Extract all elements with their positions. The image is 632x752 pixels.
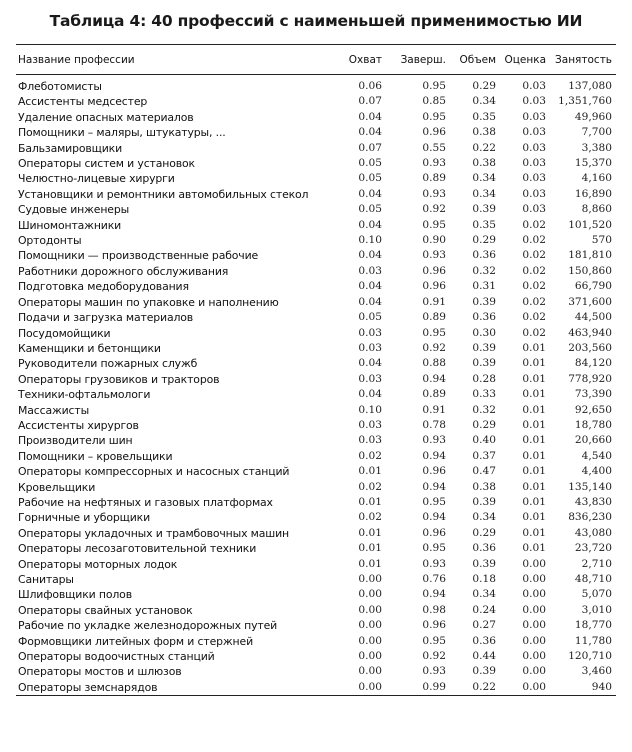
score-value: 0.02 [522,249,546,262]
scope-value: 0.28 [472,372,496,385]
table-body [16,75,616,696]
completion-value: 0.85 [422,95,446,108]
header-profession: Название профессии [16,45,334,75]
completion-value: 0.93 [422,557,446,570]
table-row [16,110,616,125]
coverage-value: 0.04 [358,388,382,401]
scope-value: 0.35 [472,110,496,123]
table-row [16,464,616,479]
profession-name: Горничные и уборщики [18,511,151,525]
table-row [16,94,616,109]
completion-value: 0.93 [422,157,446,170]
completion-value: 0.95 [422,218,446,231]
profession-name: Ассистенты медсестер [18,95,148,109]
profession-name: Удаление опасных материалов [18,110,194,124]
coverage-value: 0.04 [358,126,382,139]
coverage-value: 0.04 [358,280,382,293]
header-score: Оценка [500,45,550,75]
header-completion: Заверш. [386,45,450,75]
coverage-value: 0.04 [358,357,382,370]
coverage-value: 0.01 [358,526,382,539]
employment-value: 23,720 [574,542,612,555]
profession-name: Операторы укладочных и трамбовочных машин [18,526,289,540]
scope-value: 0.36 [472,311,496,324]
score-value: 0.01 [522,511,546,524]
completion-value: 0.91 [422,295,446,308]
table-row [16,664,616,679]
employment-value: 66,790 [574,280,612,293]
table-row [16,480,616,495]
table-row [16,649,616,664]
profession-name: Рабочие на нефтяных и газовых платформах [18,495,273,509]
completion-value: 0.94 [422,511,446,524]
profession-name: Челюстно-лицевые хирурги [18,172,175,186]
profession-name: Операторы мостов и шлюзов [18,665,182,679]
employment-value: 7,700 [581,126,612,139]
scope-value: 0.39 [472,295,496,308]
profession-name: Производители шин [18,434,133,448]
coverage-value: 0.03 [358,264,382,277]
profession-name: Операторы моторных лодок [18,557,178,571]
header-scope: Объем [450,45,500,75]
scope-value: 0.34 [472,511,496,524]
coverage-value: 0.01 [358,465,382,478]
scope-value: 0.39 [472,495,496,508]
completion-value: 0.95 [422,80,446,92]
profession-name: Операторы водоочистных станций [18,650,215,664]
scope-value: 0.39 [472,665,496,678]
score-value: 0.02 [522,295,546,308]
scope-value: 0.34 [472,588,496,601]
employment-value: 8,860 [581,203,612,216]
table-row [16,587,616,602]
coverage-value: 0.03 [358,372,382,385]
table-row [16,603,616,618]
coverage-value: 0.04 [358,249,382,262]
employment-value: 570 [591,234,612,247]
profession-name: Флеботомисты [18,80,102,93]
employment-value: 4,160 [581,172,612,185]
professions-table [16,44,616,696]
table-row [16,449,616,464]
profession-name: Каменщики и бетонщики [18,341,161,355]
table-row [16,526,616,541]
table-row [16,310,616,325]
table-row [16,279,616,294]
employment-value: 44,500 [574,311,612,324]
completion-value: 0.94 [422,449,446,462]
table-row [16,264,616,279]
score-value: 0.00 [522,603,546,616]
profession-name: Операторы компрессорных и насосных станций [18,465,290,479]
completion-value: 0.95 [422,495,446,508]
profession-name: Санитары [18,573,74,586]
employment-value: 73,390 [574,388,612,401]
profession-name: Помощники — производственные рабочие [18,249,259,263]
scope-value: 0.33 [472,388,496,401]
table-row [16,356,616,371]
scope-value: 0.30 [472,326,496,339]
score-value: 0.03 [522,172,546,185]
employment-value: 20,660 [574,434,612,447]
completion-value: 0.95 [422,542,446,555]
coverage-value: 0.10 [358,403,382,416]
score-value: 0.00 [522,619,546,632]
employment-value: 84,120 [574,357,612,370]
profession-name: Операторы свайных установок [18,603,193,617]
score-value: 0.03 [522,126,546,139]
scope-value: 0.34 [472,187,496,200]
table-row [16,372,616,387]
completion-value: 0.96 [422,280,446,293]
employment-value: 16,890 [574,187,612,200]
employment-value: 1,351,760 [558,95,612,108]
completion-value: 0.95 [422,110,446,123]
completion-value: 0.93 [422,187,446,200]
table-row [16,156,616,171]
scope-value: 0.22 [450,680,500,696]
completion-value: 0.96 [422,264,446,277]
employment-value: 5,070 [581,588,612,601]
table-title: Таблица 4: 40 профессий с наименьшей применимостью ИИ [49,12,583,30]
employment-value: 940 [550,680,616,696]
profession-name: Руководители пожарных служб [18,357,198,371]
coverage-value: 0.02 [358,511,382,524]
completion-value: 0.96 [422,619,446,632]
score-value: 0.01 [522,542,546,555]
scope-value: 0.27 [472,619,496,632]
scope-value: 0.37 [472,449,496,462]
table-row [16,171,616,186]
scope-value: 0.34 [472,95,496,108]
employment-value: 4,400 [581,465,612,478]
employment-value: 43,080 [574,526,612,539]
coverage-value: 0.00 [358,650,382,663]
completion-value: 0.90 [422,234,446,247]
coverage-value: 0.00 [358,603,382,616]
completion-value: 0.92 [422,650,446,663]
completion-value: 0.96 [422,526,446,539]
table-row [16,510,616,525]
profession-name: Судовые инженеры [18,203,130,217]
table-row [16,572,616,587]
employment-value: 11,780 [574,634,612,647]
score-value: 0.03 [522,80,546,92]
table-row [16,418,616,433]
coverage-value: 0.00 [358,573,382,585]
score-value: 0.00 [522,557,546,570]
scope-value: 0.39 [472,357,496,370]
completion-value: 0.94 [422,480,446,493]
coverage-value: 0.01 [358,495,382,508]
score-value: 0.01 [522,526,546,539]
scope-value: 0.22 [472,141,496,154]
score-value: 0.03 [522,157,546,170]
employment-value: 92,650 [574,403,612,416]
scope-value: 0.35 [472,218,496,231]
scope-value: 0.47 [472,465,496,478]
profession-name: Массажисты [18,403,90,417]
table-row [16,495,616,510]
scope-value: 0.29 [472,526,496,539]
table-row [16,618,616,633]
scope-value: 0.24 [472,603,496,616]
coverage-value: 0.02 [358,449,382,462]
table-row [16,202,616,217]
completion-value: 0.88 [422,357,446,370]
coverage-value: 0.04 [358,187,382,200]
employment-value: 3,010 [581,603,612,616]
table-row [16,403,616,418]
profession-name: Техники-офтальмологи [18,388,151,402]
score-value: 0.01 [522,357,546,370]
score-value: 0.00 [522,650,546,663]
scope-value: 0.18 [472,573,496,585]
profession-name: Рабочие по укладке железнодорожных путей [18,619,278,633]
employment-value: 181,810 [568,249,612,262]
profession-name: Операторы машин по упаковке и наполнению [18,295,279,309]
profession-name: Операторы лесозаготовительной техники [18,542,257,556]
completion-value: 0.98 [422,603,446,616]
completion-value: 0.55 [422,141,446,154]
score-value: 0.03 [522,187,546,200]
coverage-value: 0.07 [358,141,382,154]
employment-value: 463,940 [568,326,612,339]
coverage-value: 0.04 [358,295,382,308]
score-value: 0.02 [522,264,546,277]
completion-value: 0.93 [422,665,446,678]
table-row [16,295,616,310]
coverage-value: 0.03 [358,326,382,339]
scope-value: 0.40 [472,434,496,447]
employment-value: 371,600 [568,295,612,308]
employment-value: 120,710 [568,650,612,663]
table-row [16,680,616,696]
completion-value: 0.99 [386,680,450,696]
score-value: 0.03 [522,110,546,123]
coverage-value: 0.05 [358,157,382,170]
profession-name: Подготовка медоборудования [18,280,189,294]
coverage-value: 0.06 [358,80,382,92]
completion-value: 0.93 [422,249,446,262]
score-value: 0.01 [522,465,546,478]
table-row [16,125,616,140]
employment-value: 836,230 [568,511,612,524]
coverage-value: 0.00 [358,619,382,632]
scope-value: 0.38 [472,480,496,493]
coverage-value: 0.05 [358,203,382,216]
scope-value: 0.36 [472,542,496,555]
employment-value: 4,540 [581,449,612,462]
coverage-value: 0.00 [334,680,386,696]
table-row [16,187,616,202]
table-row [16,557,616,572]
scope-value: 0.29 [472,80,496,92]
coverage-value: 0.03 [358,341,382,354]
coverage-value: 0.02 [358,480,382,493]
coverage-value: 0.03 [358,418,382,431]
scope-value: 0.44 [472,650,496,663]
employment-value: 3,460 [581,665,612,678]
coverage-value: 0.01 [358,542,382,555]
profession-name: Работники дорожного обслуживания [18,264,229,278]
score-value: 0.01 [522,418,546,431]
coverage-value: 0.00 [358,634,382,647]
scope-value: 0.36 [472,249,496,262]
completion-value: 0.95 [422,326,446,339]
scope-value: 0.34 [472,172,496,185]
completion-value: 0.93 [422,434,446,447]
completion-value: 0.92 [422,203,446,216]
coverage-value: 0.10 [358,234,382,247]
employment-value: 2,710 [581,557,612,570]
score-value: 0.01 [522,449,546,462]
employment-value: 203,560 [568,341,612,354]
scope-value: 0.29 [472,418,496,431]
profession-name: Операторы систем и установок [18,157,195,171]
completion-value: 0.92 [422,341,446,354]
coverage-value: 0.00 [358,588,382,601]
header-coverage: Охват [334,45,386,75]
coverage-value: 0.05 [358,311,382,324]
table-row [16,541,616,556]
employment-value: 49,960 [574,110,612,123]
score-value: 0.00 [522,634,546,647]
coverage-value: 0.04 [358,218,382,231]
profession-name: Посудомойщики [18,326,111,340]
employment-value: 18,780 [574,418,612,431]
coverage-value: 0.05 [358,172,382,185]
completion-value: 0.89 [422,172,446,185]
score-value: 0.00 [500,680,550,696]
score-value: 0.01 [522,434,546,447]
score-value: 0.01 [522,372,546,385]
score-value: 0.02 [522,311,546,324]
coverage-value: 0.03 [358,434,382,447]
table-row [16,218,616,233]
scope-value: 0.29 [472,234,496,247]
profession-name: Кровельщики [18,480,96,494]
employment-value: 48,710 [574,573,612,585]
employment-value: 3,380 [581,141,612,154]
table-row [16,387,616,402]
score-value: 0.00 [522,573,546,585]
coverage-value: 0.04 [358,110,382,123]
table-row [16,248,616,263]
profession-name: Ортодонты [18,234,82,248]
scope-value: 0.31 [472,280,496,293]
profession-name: Шлифовщики полов [18,588,132,602]
scope-value: 0.39 [472,557,496,570]
profession-name: Операторы грузовиков и тракторов [18,372,220,386]
scope-value: 0.39 [472,203,496,216]
scope-value: 0.32 [472,403,496,416]
employment-value: 101,520 [568,218,612,231]
employment-value: 135,140 [568,480,612,493]
table-header-row [16,45,616,75]
table-row [16,433,616,448]
employment-value: 778,920 [568,372,612,385]
scope-value: 0.36 [472,634,496,647]
employment-value: 137,080 [568,80,612,92]
profession-name: Формовщики литейных форм и стержней [18,634,253,648]
profession-name: Операторы земснарядов [16,680,334,696]
profession-name: Ассистенты хирургов [18,418,139,432]
score-value: 0.01 [522,480,546,493]
table-row [16,326,616,341]
score-value: 0.01 [522,341,546,354]
scope-value: 0.38 [472,157,496,170]
coverage-value: 0.01 [358,557,382,570]
completion-value: 0.89 [422,388,446,401]
table-row [16,634,616,649]
profession-name: Подачи и загрузка материалов [18,311,194,325]
score-value: 0.02 [522,326,546,339]
score-value: 0.03 [522,141,546,154]
table-row [16,141,616,156]
employment-value: 150,860 [568,264,612,277]
profession-name: Помощники – кровельщики [18,449,173,463]
profession-name: Помощники – маляры, штукатуры, ... [18,126,226,140]
score-value: 0.01 [522,403,546,416]
score-value: 0.01 [522,495,546,508]
completion-value: 0.76 [422,573,446,585]
score-value: 0.02 [522,280,546,293]
profession-name: Установщики и ремонтники автомобильных стекол [18,187,309,201]
completion-value: 0.96 [422,465,446,478]
completion-value: 0.89 [422,311,446,324]
scope-value: 0.38 [472,126,496,139]
score-value: 0.00 [522,665,546,678]
table-row [16,341,616,356]
employment-value: 18,770 [574,619,612,632]
profession-name: Бальзамировщики [18,141,123,155]
header-employment: Занятость [550,45,616,75]
coverage-value: 0.00 [358,665,382,678]
scope-value: 0.32 [472,264,496,277]
completion-value: 0.94 [422,588,446,601]
table-row [16,75,616,95]
completion-value: 0.96 [422,126,446,139]
completion-value: 0.78 [422,418,446,431]
score-value: 0.02 [522,234,546,247]
profession-name: Шиномонтажники [18,218,122,232]
completion-value: 0.95 [422,634,446,647]
completion-value: 0.94 [422,372,446,385]
table-row [16,233,616,248]
score-value: 0.03 [522,95,546,108]
score-value: 0.03 [522,203,546,216]
coverage-value: 0.07 [358,95,382,108]
score-value: 0.01 [522,388,546,401]
completion-value: 0.91 [422,403,446,416]
employment-value: 15,370 [574,157,612,170]
scope-value: 0.39 [472,341,496,354]
employment-value: 43,830 [574,495,612,508]
score-value: 0.02 [522,218,546,231]
score-value: 0.00 [522,588,546,601]
